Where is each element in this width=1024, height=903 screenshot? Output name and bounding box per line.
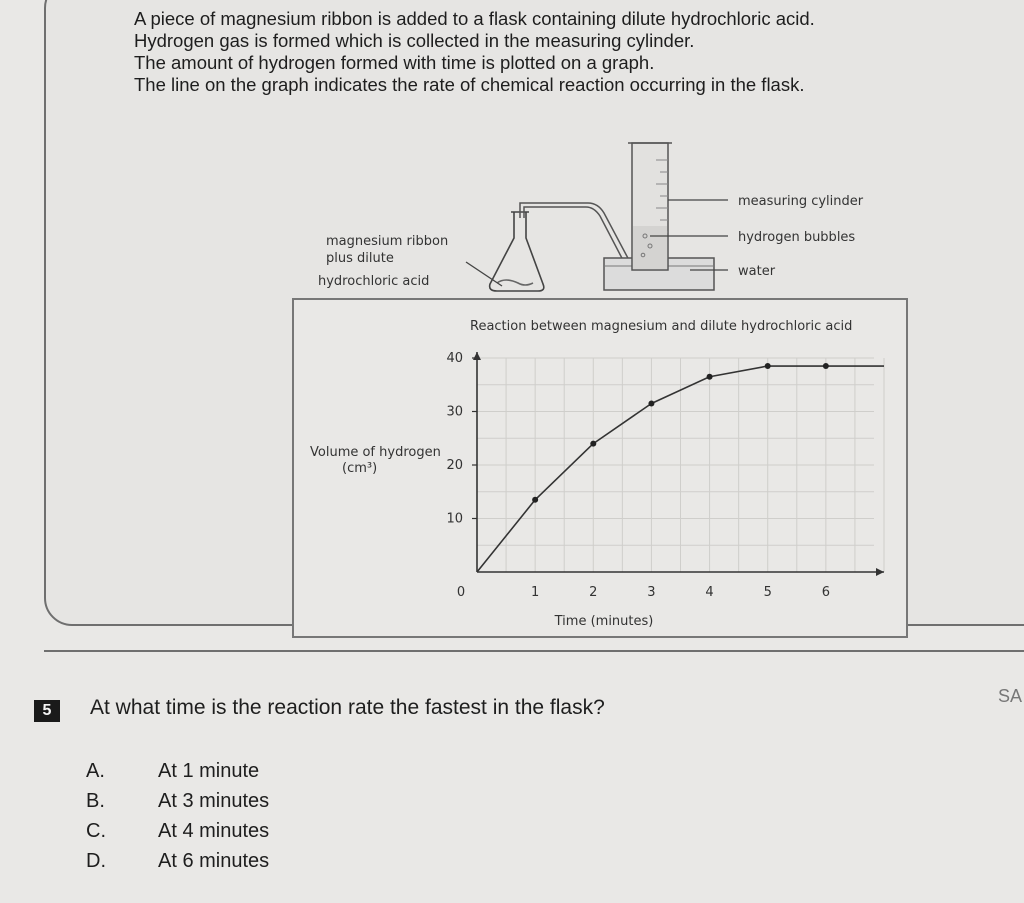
option-text: At 6 minutes <box>158 850 270 872</box>
x-tick-label: 3 <box>647 585 656 600</box>
data-point <box>707 374 713 380</box>
divider-line <box>44 650 1024 652</box>
y-tick-label: 40 <box>446 351 463 366</box>
option-letter: A. <box>86 760 105 782</box>
apparatus-diagram <box>0 0 1024 300</box>
intro-line: The amount of hydrogen formed with time is plotted on a graph. <box>134 52 655 73</box>
reaction-graph <box>294 300 906 636</box>
option-letter: B. <box>86 790 105 812</box>
x-axis-arrow <box>876 568 884 576</box>
question-text: At what time is the reaction rate the fastest in the flask? <box>90 696 605 719</box>
bubbles-label: hydrogen bubbles <box>738 230 856 245</box>
option-text: At 1 minute <box>158 760 260 782</box>
x-tick-label: 6 <box>821 585 830 600</box>
data-point <box>532 497 538 503</box>
option-letter: D. <box>86 850 106 872</box>
conical-flask <box>490 212 544 291</box>
x-tick-label: 2 <box>589 585 598 600</box>
intro-line: Hydrogen gas is formed which is collected in the measuring cylinder. <box>134 30 695 51</box>
intro-line: A piece of magnesium ribbon is added to a flask containing dilute hydrochloric acid. <box>134 8 815 29</box>
option-text: At 3 minutes <box>158 790 270 812</box>
flask-label-line: hydrochloric acid <box>318 274 430 289</box>
water-label: water <box>738 264 776 279</box>
x-axis-label: Time (minutes) <box>554 614 654 629</box>
option-text: At 4 minutes <box>158 820 270 842</box>
chart-title: Reaction between magnesium and dilute hydrochloric acid <box>470 319 853 334</box>
question-number: 5 <box>34 700 60 722</box>
x-tick-label: 1 <box>531 585 540 600</box>
y-tick-label: 30 <box>446 404 463 420</box>
flask-label-line: magnesium ribbon <box>326 234 449 249</box>
y-axis-label-line: Volume of hydrogen <box>310 445 441 460</box>
flask-label-line: plus dilute <box>326 251 394 266</box>
x-tick-label: 0 <box>456 585 466 600</box>
intro-line: The line on the graph indicates the rate of chemical reaction occurring in the flask. <box>134 74 805 95</box>
measuring-cylinder <box>628 143 672 270</box>
option-a[interactable] <box>86 760 259 783</box>
option-d[interactable] <box>86 850 269 873</box>
y-axis-arrow <box>473 352 481 360</box>
x-tick-label: 5 <box>763 585 772 600</box>
y-tick-label: 10 <box>446 511 463 527</box>
y-axis-label-line: (cm³) <box>342 461 378 476</box>
y-tick-label: 20 <box>446 458 463 473</box>
option-letter: C. <box>86 820 106 842</box>
graph-panel <box>292 298 908 638</box>
data-point <box>590 441 596 447</box>
option-c[interactable] <box>86 820 269 843</box>
cylinder-label: measuring cylinder <box>738 194 864 209</box>
data-point <box>648 400 654 406</box>
data-point <box>823 363 829 369</box>
data-point <box>765 363 771 369</box>
x-tick-label: 4 <box>705 585 714 600</box>
side-mark: SA <box>998 686 1023 706</box>
option-b[interactable] <box>86 790 269 813</box>
